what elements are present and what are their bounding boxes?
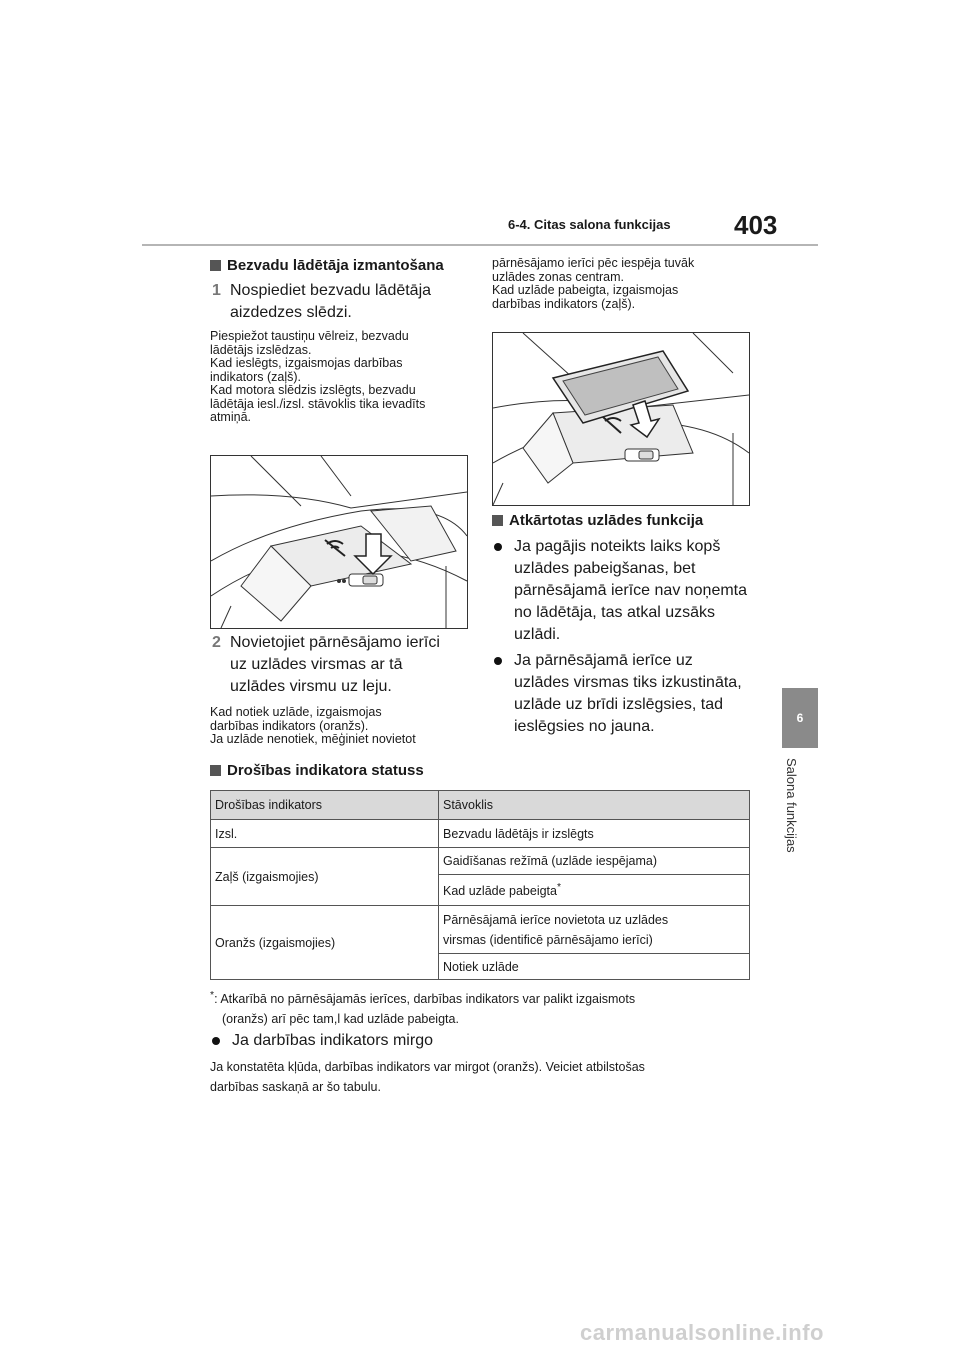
blinking-paragraph	[210, 1057, 770, 1097]
note-line: Kad notiek uzlāde, izgaismojas	[210, 705, 382, 719]
note-line: darbības indikators (oranžs).	[210, 718, 369, 733]
step-line: aizdedzes slēdzi.	[230, 304, 352, 321]
blinking-bullet	[210, 1030, 750, 1052]
note-continued	[492, 257, 752, 311]
table-cell: Zaļš (izgaismojies)	[211, 848, 439, 906]
bullet-dot-icon	[494, 657, 502, 665]
heading-text: Drošības indikatora statuss	[227, 762, 424, 779]
section-title: 6-4. Citas salona funkcijas	[508, 217, 671, 232]
step-text	[230, 632, 440, 698]
square-bullet-icon	[210, 765, 221, 776]
table-cell: Izsl.	[211, 820, 439, 848]
square-bullet-icon	[492, 515, 503, 526]
note-line: pārnēsājamo ierīci pēc iespēja tuvāk	[492, 256, 695, 270]
table-cell	[439, 906, 750, 954]
footnote-marker: *	[210, 990, 215, 1001]
note-line: lādētāja iesl./izsl. stāvoklis tika ievadīts	[210, 396, 426, 411]
table-cell: Notiek uzlāde	[439, 954, 750, 980]
note-line: Kad uzlāde pabeigta, izgaismojas	[492, 283, 679, 297]
bullet-line: Ja pagājis noteikts laiks kopš	[514, 538, 721, 555]
bullet-line: uzlāde uz brīdi izslēgsies, tad	[514, 696, 723, 713]
note-2	[210, 706, 470, 747]
footnote	[210, 986, 770, 1029]
note-line: Kad motora slēdzis izslēgts, bezvadu	[210, 383, 416, 397]
step-1	[212, 280, 472, 324]
note-line: lādētājs izslēdzas.	[210, 342, 312, 357]
table-cell: Gaidīšanas režīmā (uzlāde iespējama)	[439, 848, 750, 875]
note-1	[210, 330, 470, 425]
recharge-bullet-2	[492, 650, 762, 738]
cell-line: Pārnēsājamā ierīce novietota uz uzlādes	[443, 912, 669, 927]
footnote-line: (oranžs) arī pēc tam,l kad uzlāde pabeigta.	[222, 1012, 459, 1027]
bullet-line: no lādētāja, tas atkal uzsāks	[514, 604, 716, 621]
bullet-dot-icon	[494, 543, 502, 551]
chapter-tab	[782, 688, 818, 748]
note-line: darbības indikators (zaļš).	[492, 296, 636, 311]
step-number: 1	[212, 282, 221, 299]
footnote-line	[210, 986, 770, 1009]
wireless-charger-heading	[210, 257, 444, 274]
table-header-cell: Drošības indikators	[211, 791, 439, 820]
note-line: Ja uzlāde nenotiek, mēģiniet novietot	[210, 732, 416, 746]
para-line: Ja konstatēta kļūda, darbības indikators var mirgot (oranžs). Veiciet atbilstošas	[210, 1060, 645, 1074]
footnote-text: : Atkarībā no pārnēsājamās ierīces, darbības indikators var palikt izgaismots	[214, 992, 636, 1007]
bullet-dot-icon	[212, 1037, 220, 1045]
recharge-heading	[492, 512, 703, 529]
step-2	[212, 632, 472, 698]
step-line: uzlādes virsmu uz leju.	[230, 678, 392, 695]
cell-line: virsmas (identificē pārnēsājamo ierīci)	[443, 932, 653, 947]
bullet-line: Ja pārnēsājamā ierīce uz	[514, 652, 693, 669]
heading-text: Bezvadu lādētāja izmantošana	[227, 257, 444, 274]
charger-button-illustration	[210, 455, 468, 629]
table-header-row	[211, 791, 750, 820]
chapter-number: 6	[796, 711, 804, 725]
table-row	[211, 848, 750, 875]
watermark: carmanualsonline.info	[580, 1320, 824, 1345]
bullet-line: uzlādes virsmas tiks izkustināta,	[514, 674, 742, 691]
phone-placement-illustration	[492, 332, 750, 506]
bullet-line: ieslēgsies no jauna.	[514, 718, 655, 735]
indicator-status-table	[210, 790, 750, 980]
table-cell: Oranžs (izgaismojies)	[211, 906, 439, 980]
table-cell: Bezvadu lādētājs ir izslēgts	[439, 820, 750, 848]
bullet-line: uzlādi.	[514, 626, 561, 643]
header-rule	[142, 244, 818, 246]
recharge-bullet-1	[492, 536, 762, 646]
table-cell	[439, 875, 750, 906]
note-line: atmiņā.	[210, 410, 251, 424]
step-line: Novietojiet pārnēsājamo ierīci	[230, 634, 440, 651]
para-line: darbības saskaņā ar šo tabulu.	[210, 1080, 381, 1094]
heading-text: Atkārtotas uzlādes funkcija	[509, 512, 704, 529]
status-heading	[210, 762, 424, 779]
square-bullet-icon	[210, 260, 221, 271]
step-number: 2	[212, 634, 221, 651]
note-line: uzlādes zonas centram.	[492, 269, 625, 284]
bullet-line: pārnēsājamā ierīce nav noņemta	[514, 582, 748, 599]
chapter-label: Salona funkcijas	[784, 758, 799, 853]
bullet-text: Ja darbības indikators mirgo	[232, 1032, 433, 1049]
note-line: indikators (zaļš).	[210, 369, 301, 384]
cell-text: Kad uzlāde pabeigta	[443, 884, 557, 899]
bullet-text	[514, 536, 747, 646]
phone-on-charger-drawing	[493, 333, 749, 505]
table-header-cell: Stāvoklis	[439, 791, 750, 820]
table-row	[211, 906, 750, 954]
step-line: uz uzlādes virsmas ar tā	[230, 656, 403, 673]
bullet-line: uzlādes pabeigšanas, bet	[514, 560, 696, 577]
table-row	[211, 820, 750, 848]
charger-button-drawing	[211, 456, 467, 628]
step-line: Nospiediet bezvadu lādētāja	[230, 282, 432, 299]
page-number: 403	[734, 210, 778, 240]
footnote-marker: *	[556, 881, 562, 893]
bullet-text	[514, 650, 742, 738]
note-line: Piespiežot taustiņu vēlreiz, bezvadu	[210, 329, 409, 343]
note-line: Kad ieslēgts, izgaismojas darbības	[210, 356, 403, 370]
step-text	[230, 280, 431, 324]
